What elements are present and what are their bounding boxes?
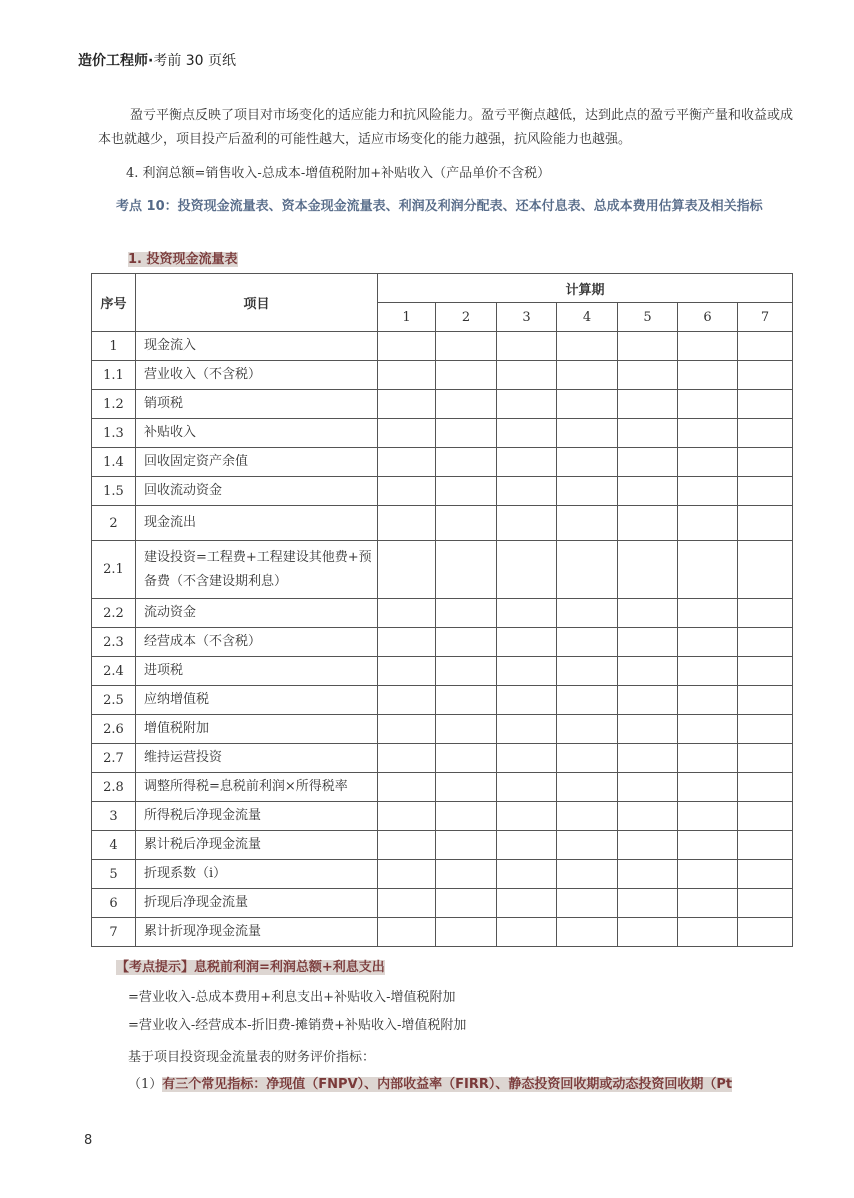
row-no: 2.8 — [92, 773, 136, 802]
formula-line-2: =营业收入-经营成本-折旧费-摊销费+补贴收入-增值税附加 — [128, 1018, 467, 1033]
table-row — [92, 831, 793, 860]
header-period: 计算期 — [378, 274, 793, 303]
table-row — [92, 419, 793, 448]
row-no: 6 — [92, 889, 136, 918]
table-row — [92, 686, 793, 715]
row-item: 回收流动资金 — [136, 477, 378, 506]
table-row — [92, 390, 793, 419]
period-7: 7 — [738, 303, 793, 332]
indicator-text: 有三个常见指标：净现值（FNPV）、内部收益率（FIRR）、静态投资回收期或动态投资回收期（Pt — [162, 1077, 733, 1092]
table-row — [92, 918, 793, 947]
header-item: 项目 — [136, 274, 378, 332]
paragraph-break-even: 盈亏平衡点反映了项目对市场变化的适应能力和抗风险能力。盈亏平衡点越低，达到此点的盈亏平衡产量和收益或成本也就越少，项目投产后盈利的可能性越大，适应市场变化的能力越强，抗风险能力也越强。 — [98, 108, 794, 147]
row-item: 进项税 — [136, 657, 378, 686]
table-row — [92, 657, 793, 686]
row-item: 折现系数（i） — [136, 860, 378, 889]
row-no: 1.1 — [92, 361, 136, 390]
row-no: 1.3 — [92, 419, 136, 448]
table-row — [92, 715, 793, 744]
row-item: 补贴收入 — [136, 419, 378, 448]
paragraph-total-profit: 4. 利润总额=销售收入-总成本-增值税附加+补贴收入（产品单价不含税） — [126, 166, 551, 181]
period-3: 3 — [497, 303, 557, 332]
row-no: 2.6 — [92, 715, 136, 744]
row-item: 回收固定资产余值 — [136, 448, 378, 477]
table-row — [92, 628, 793, 657]
row-item: 建设投资=工程费+工程建设其他费+预备费（不含建设期利息） — [136, 541, 378, 599]
row-no: 2.7 — [92, 744, 136, 773]
row-item: 调整所得税=息税前利润×所得税率 — [136, 773, 378, 802]
table-row — [92, 361, 793, 390]
row-no: 2.1 — [92, 541, 136, 599]
table-row — [92, 477, 793, 506]
row-no: 4 — [92, 831, 136, 860]
row-no: 3 — [92, 802, 136, 831]
table-row — [92, 773, 793, 802]
section-title — [128, 250, 238, 270]
row-item: 现金流入 — [136, 332, 378, 361]
header-separator: · — [148, 53, 154, 69]
row-no: 1 — [92, 332, 136, 361]
indicator-prefix: （1） — [128, 1077, 163, 1092]
table-row — [92, 889, 793, 918]
investment-cash-flow-table — [91, 273, 793, 947]
point-10-title: 考点 10：投资现金流量表、资本金现金流量表、利润及利润分配表、还本付息表、总成本费用估算表及相关指标 — [116, 199, 763, 214]
header-no: 序号 — [92, 274, 136, 332]
formula-line-1: =营业收入-总成本费用+利息支出+补贴收入-增值税附加 — [128, 990, 456, 1005]
row-no: 1.4 — [92, 448, 136, 477]
exam-tip-label: 【考点提示】息税前利润=利润总额+利息支出 — [116, 960, 385, 975]
period-4: 4 — [557, 303, 618, 332]
table-row — [92, 599, 793, 628]
table-row — [92, 802, 793, 831]
header-subtitle: 考前 30 页纸 — [153, 53, 237, 69]
row-item: 折现后净现金流量 — [136, 889, 378, 918]
row-item: 流动资金 — [136, 599, 378, 628]
section-title-text: 1. 投资现金流量表 — [128, 252, 238, 267]
table-row — [92, 332, 793, 361]
evaluation-basis: 基于项目投资现金流量表的财务评价指标： — [128, 1050, 376, 1065]
table-row — [92, 860, 793, 889]
row-item: 营业收入（不含税） — [136, 361, 378, 390]
row-item: 应纳增值税 — [136, 686, 378, 715]
row-no: 2.3 — [92, 628, 136, 657]
row-no: 2.4 — [92, 657, 136, 686]
row-no: 1.5 — [92, 477, 136, 506]
page-header — [78, 50, 236, 70]
period-1: 1 — [378, 303, 436, 332]
row-item: 累计折现净现金流量 — [136, 918, 378, 947]
row-no: 2.5 — [92, 686, 136, 715]
table-row — [92, 448, 793, 477]
table-row — [92, 744, 793, 773]
period-6: 6 — [678, 303, 738, 332]
row-no: 2.2 — [92, 599, 136, 628]
indicator-line — [128, 1075, 793, 1095]
row-item: 经营成本（不含税） — [136, 628, 378, 657]
table-body — [92, 332, 793, 947]
row-no: 5 — [92, 860, 136, 889]
table-row — [92, 541, 793, 599]
header-title: 造价工程师 — [78, 53, 148, 69]
row-no: 1.2 — [92, 390, 136, 419]
period-2: 2 — [436, 303, 497, 332]
table-header-row — [92, 274, 793, 303]
row-item: 维持运营投资 — [136, 744, 378, 773]
row-item: 增值税附加 — [136, 715, 378, 744]
table-row — [92, 506, 793, 541]
page-number: 8 — [84, 1133, 93, 1148]
exam-tip — [116, 958, 385, 978]
row-item: 累计税后净现金流量 — [136, 831, 378, 860]
row-item: 销项税 — [136, 390, 378, 419]
row-item: 现金流出 — [136, 506, 378, 541]
row-no: 7 — [92, 918, 136, 947]
row-no: 2 — [92, 506, 136, 541]
row-item: 所得税后净现金流量 — [136, 802, 378, 831]
period-5: 5 — [618, 303, 678, 332]
